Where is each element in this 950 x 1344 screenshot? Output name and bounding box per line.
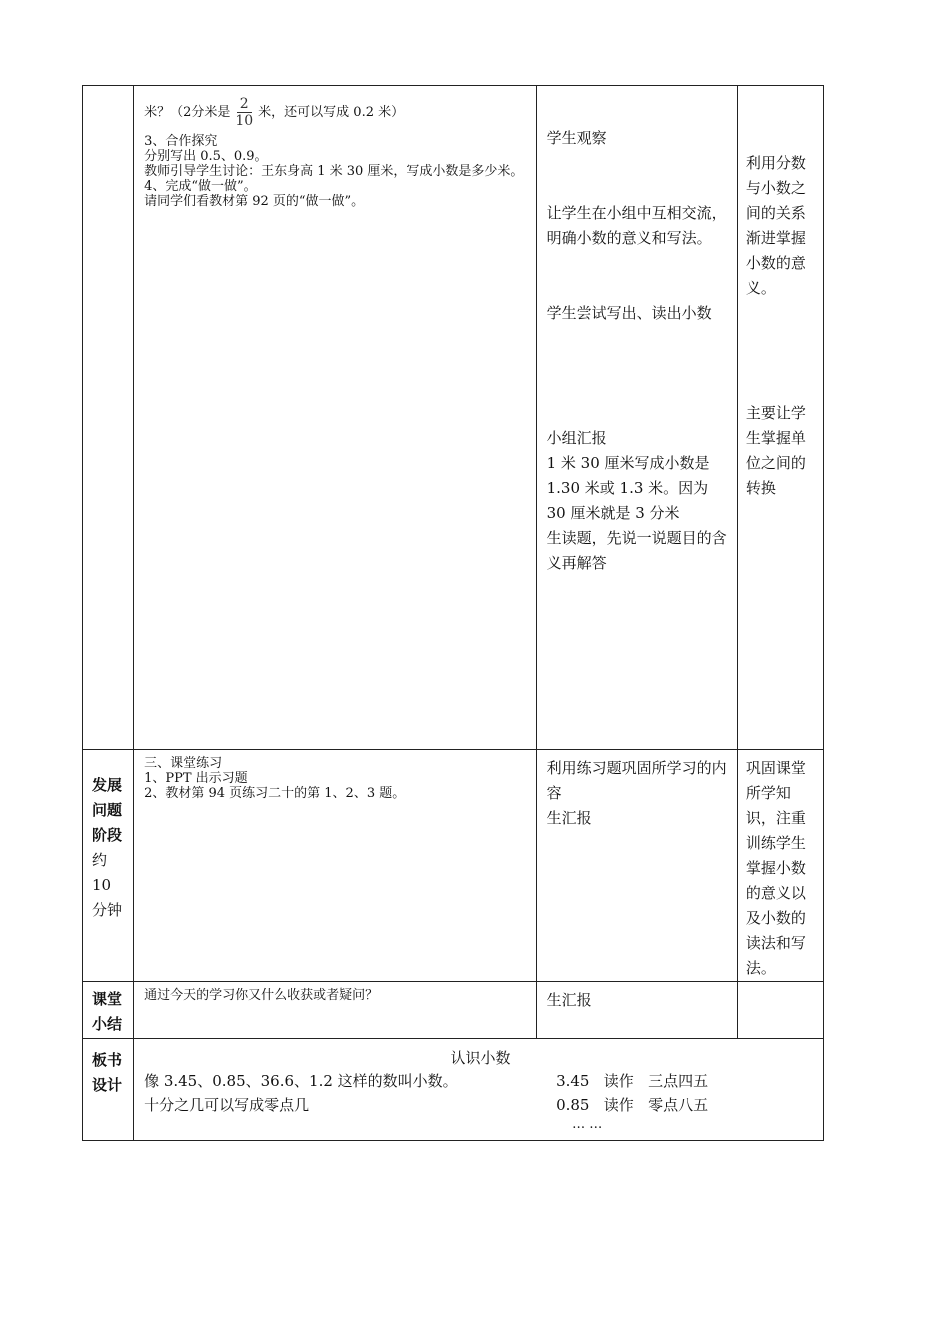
table-row xyxy=(83,982,824,1039)
fraction xyxy=(232,96,256,129)
stage-duration: 10 xyxy=(92,876,112,894)
teacher-activity-cell xyxy=(134,86,537,750)
teacher-activity-cell xyxy=(134,750,537,982)
student-report-detail: 1 米 30 厘米写成小数是 1.30 米或 1.3 米。因为 30 厘米就是 3 分米 xyxy=(546,454,710,522)
stage-label: 小结 xyxy=(92,1015,123,1033)
fraction-line xyxy=(144,90,530,134)
stage-cell xyxy=(83,1039,134,1141)
student-activity-cell xyxy=(536,86,737,750)
stage-label: 板书 xyxy=(92,1051,123,1069)
fraction-suffix: 米，还可以写成 0.2 米） xyxy=(258,104,405,120)
lesson-plan-table xyxy=(82,85,824,1141)
table-row xyxy=(83,86,824,750)
stage-duration: 分钟 xyxy=(92,901,123,919)
student-text: 生汇报 xyxy=(546,809,592,827)
board-right-text: 0.85 读作 零点八五 xyxy=(556,1096,709,1114)
table-row xyxy=(83,1039,824,1141)
fraction-numerator: 2 xyxy=(237,96,252,113)
stage-label: 设计 xyxy=(92,1076,123,1094)
board-title: 认识小数 xyxy=(450,1049,511,1067)
intent-text: 利用分数与小数之间的关系渐进掌握小数的意义。 xyxy=(745,154,806,297)
board-left-text: 十分之几可以写成零点几 xyxy=(144,1096,310,1114)
student-observe: 学生观察 xyxy=(546,129,607,147)
stage-label: 发展 xyxy=(92,776,123,794)
student-read: 生读题，先说一说题目的含义再解答 xyxy=(546,529,727,572)
student-activity-cell xyxy=(536,982,737,1039)
design-intent-cell xyxy=(737,86,823,750)
student-exchange: 让学生在小组中互相交流，明确小数的意义和写法。 xyxy=(546,204,727,247)
teacher-line: 教师引导学生讨论：王东身高 1 米 30 厘米，写成小数是多少米。 xyxy=(144,164,524,179)
board-design-cell xyxy=(134,1039,824,1141)
teacher-activity-cell xyxy=(134,982,537,1039)
board-row xyxy=(144,1093,817,1117)
teacher-line: 3、合作探究 xyxy=(144,134,218,149)
design-intent-cell xyxy=(737,982,823,1039)
teacher-line: 三、课堂练习 xyxy=(144,756,223,771)
stage-cell xyxy=(83,750,134,982)
stage-label: 问题 xyxy=(92,801,123,819)
board-left-text: 像 3.45、0.85、36.6、1.2 这样的数叫小数。 xyxy=(144,1072,458,1090)
teacher-line: 4、完成“做一做”。 xyxy=(144,179,257,194)
design-intent-cell xyxy=(737,750,823,982)
stage-duration: 约 xyxy=(92,851,108,869)
teacher-line: 分别写出 0.5、0.9。 xyxy=(144,149,268,164)
fraction-denominator: 10 xyxy=(235,112,254,129)
table-row xyxy=(83,750,824,982)
board-row xyxy=(144,1069,817,1093)
teacher-line: 请同学们看教材第 92 页的“做一做”。 xyxy=(144,194,365,209)
student-activity-cell xyxy=(536,750,737,982)
teacher-line: 2、教材第 94 页练习二十的第 1、2、3 题。 xyxy=(144,786,406,801)
teacher-line: 1、PPT 出示习题 xyxy=(144,771,248,786)
student-report: 小组汇报 xyxy=(546,429,607,447)
intent-text: 主要让学生掌握单位之间的转换 xyxy=(745,404,806,497)
stage-cell xyxy=(83,86,134,750)
board-right-text: 3.45 读作 三点四五 xyxy=(556,1072,709,1090)
stage-label: 阶段 xyxy=(92,826,123,844)
stage-label: 课堂 xyxy=(92,990,123,1008)
teacher-line: 通过今天的学习你又什么收获或者疑问？ xyxy=(144,988,379,1003)
student-try: 学生尝试写出、读出小数 xyxy=(546,304,712,322)
intent-text: 巩固课堂所学知识，注重训练学生掌握小数的意义以及小数的读法和写法。 xyxy=(745,759,806,977)
student-text: 生汇报 xyxy=(546,991,592,1009)
student-text: 利用练习题巩固所学习的内容 xyxy=(546,759,727,802)
fraction-prefix: 米？（2分米是 xyxy=(144,104,231,120)
stage-cell xyxy=(83,982,134,1039)
board-ellipsis: … … xyxy=(572,1117,603,1132)
